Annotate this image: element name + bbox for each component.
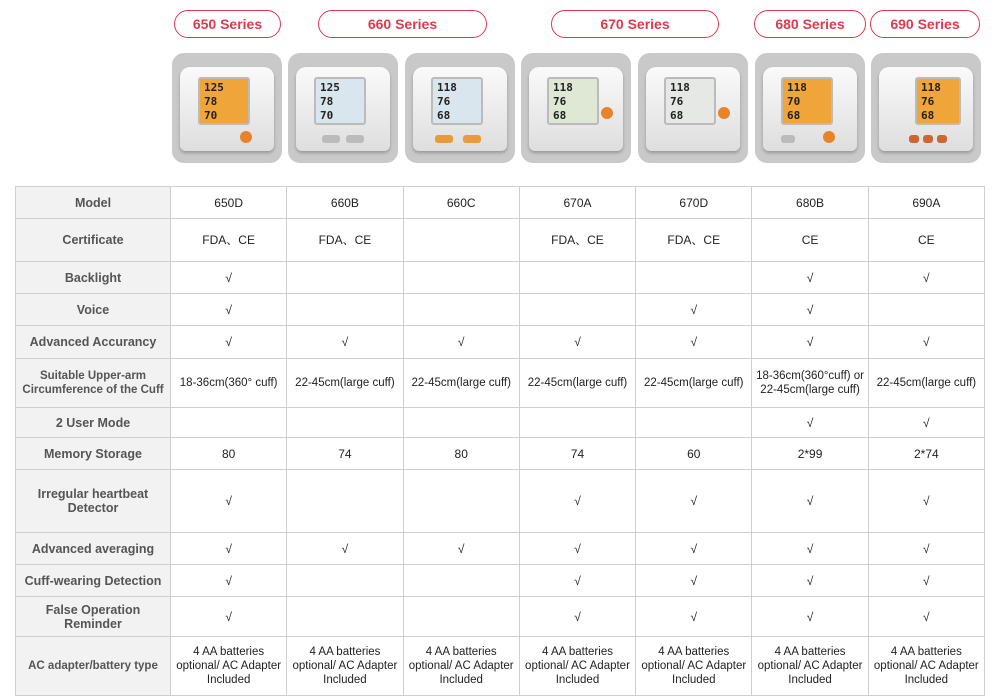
check-mark-icon: √ (403, 326, 519, 359)
blood-pressure-monitor-icon (529, 67, 623, 151)
check-mark-icon: √ (519, 565, 635, 597)
table-row-memory-storage (16, 438, 985, 470)
check-mark-icon: √ (752, 408, 868, 438)
check-mark-icon: √ (868, 470, 984, 533)
table-row-advanced-averaging (16, 533, 985, 565)
table-cell: 650D (171, 187, 287, 219)
check-mark-icon: √ (752, 326, 868, 359)
table-cell: 4 AA batteries optional/ AC Adapter Included (752, 637, 868, 696)
check-mark-icon: √ (868, 408, 984, 438)
check-mark-icon: √ (752, 294, 868, 326)
memory-button-icon (322, 135, 340, 143)
table-cell: 80 (403, 438, 519, 470)
row-label: Model (16, 187, 171, 219)
user-button-icon (781, 135, 795, 143)
table-cell (287, 294, 403, 326)
product-image-660b (288, 53, 398, 163)
pulse-reading: 68 (670, 109, 684, 122)
power-button-icon (823, 131, 835, 143)
product-image-670a (521, 53, 631, 163)
table-cell: 2*99 (752, 438, 868, 470)
power-button-icon (718, 107, 730, 119)
table-cell (519, 408, 635, 438)
lcd-screen (198, 77, 250, 125)
systolic-reading: 118 (553, 81, 573, 94)
table-cell: 4 AA batteries optional/ AC Adapter Included (636, 637, 752, 696)
series-tab-660[interactable]: 660 Series (318, 10, 487, 38)
table-cell: 22-45cm(large cuff) (287, 359, 403, 408)
table-cell (636, 262, 752, 294)
systolic-reading: 125 (320, 81, 340, 94)
pulse-reading: 70 (204, 109, 218, 122)
table-cell: 80 (171, 438, 287, 470)
check-mark-icon: √ (868, 262, 984, 294)
table-cell: 22-45cm(large cuff) (868, 359, 984, 408)
check-mark-icon: √ (636, 565, 752, 597)
systolic-reading: 125 (204, 81, 224, 94)
check-mark-icon: √ (752, 470, 868, 533)
memory-button-icon (909, 135, 919, 143)
table-row-cuff-circumference (16, 359, 985, 408)
blood-pressure-monitor-icon (646, 67, 740, 151)
diastolic-reading: 76 (437, 95, 451, 108)
table-cell: 74 (519, 438, 635, 470)
lcd-screen (314, 77, 366, 125)
check-mark-icon: √ (868, 565, 984, 597)
table-cell (287, 565, 403, 597)
pulse-reading: 70 (320, 109, 334, 122)
table-cell (403, 294, 519, 326)
row-label: Irregular heartbeat Detector (16, 470, 171, 533)
row-label: Cuff-wearing Detection (16, 565, 171, 597)
lcd-screen (781, 77, 833, 125)
table-cell: 4 AA batteries optional/ AC Adapter Included (519, 637, 635, 696)
diastolic-reading: 76 (553, 95, 567, 108)
row-label: Advanced Accurancy (16, 326, 171, 359)
table-cell: 22-45cm(large cuff) (636, 359, 752, 408)
blood-pressure-monitor-icon (296, 67, 390, 151)
check-mark-icon: √ (171, 597, 287, 637)
user-button-icon (923, 135, 933, 143)
start-button-icon (937, 135, 947, 143)
table-cell (287, 597, 403, 637)
diastolic-reading: 78 (204, 95, 218, 108)
row-label: Backlight (16, 262, 171, 294)
table-cell: 660B (287, 187, 403, 219)
table-cell (636, 408, 752, 438)
lcd-screen (664, 77, 716, 125)
table-cell (287, 408, 403, 438)
product-image-660c (405, 53, 515, 163)
table-cell (403, 565, 519, 597)
table-cell: 680B (752, 187, 868, 219)
series-tab-690[interactable]: 690 Series (870, 10, 980, 38)
check-mark-icon: √ (868, 326, 984, 359)
check-mark-icon: √ (171, 470, 287, 533)
table-cell: FDA、CE (171, 219, 287, 262)
table-cell: 18-36cm(360°cuff) or 22-45cm(large cuff) (752, 359, 868, 408)
product-image-680b (755, 53, 865, 163)
table-row-cuff-wearing-detection (16, 565, 985, 597)
table-cell: 22-45cm(large cuff) (403, 359, 519, 408)
lcd-screen (547, 77, 599, 125)
table-cell (171, 408, 287, 438)
table-cell: CE (868, 219, 984, 262)
lcd-screen (915, 77, 961, 125)
memory-button-icon (435, 135, 453, 143)
check-mark-icon: √ (171, 565, 287, 597)
table-row-advanced-accurancy (16, 326, 985, 359)
check-mark-icon: √ (636, 533, 752, 565)
check-mark-icon: √ (636, 326, 752, 359)
table-cell: 60 (636, 438, 752, 470)
table-row-voice (16, 294, 985, 326)
product-images (0, 53, 1000, 165)
check-mark-icon: √ (171, 262, 287, 294)
row-label: Voice (16, 294, 171, 326)
series-tab-680[interactable]: 680 Series (754, 10, 866, 38)
table-cell: 690A (868, 187, 984, 219)
table-cell: FDA、CE (519, 219, 635, 262)
table-row-irregular-heartbeat (16, 470, 985, 533)
check-mark-icon: √ (171, 294, 287, 326)
table-cell: 670D (636, 187, 752, 219)
table-row-false-operation-reminder (16, 597, 985, 637)
table-cell (403, 219, 519, 262)
diastolic-reading: 78 (320, 95, 334, 108)
product-image-690a (871, 53, 981, 163)
series-header (0, 10, 1000, 40)
lcd-screen (431, 77, 483, 125)
check-mark-icon: √ (636, 294, 752, 326)
table-cell (519, 262, 635, 294)
systolic-reading: 118 (787, 81, 807, 94)
blood-pressure-monitor-icon (180, 67, 274, 151)
table-row-certificate (16, 219, 985, 262)
pulse-reading: 68 (921, 109, 935, 122)
table-cell (287, 470, 403, 533)
table-row-ac-adapter (16, 637, 985, 696)
table-row-backlight (16, 262, 985, 294)
power-button-icon (601, 107, 613, 119)
check-mark-icon: √ (752, 597, 868, 637)
table-cell: 2*74 (868, 438, 984, 470)
check-mark-icon: √ (287, 533, 403, 565)
pulse-reading: 68 (437, 109, 451, 122)
table-row-2-user-mode (16, 408, 985, 438)
start-button-icon (346, 135, 364, 143)
check-mark-icon: √ (868, 533, 984, 565)
check-mark-icon: √ (403, 533, 519, 565)
table-cell: 22-45cm(large cuff) (519, 359, 635, 408)
diastolic-reading: 76 (921, 95, 935, 108)
row-label: AC adapter/battery type (16, 637, 171, 696)
series-tab-670[interactable]: 670 Series (551, 10, 719, 38)
table-cell: 18-36cm(360° cuff) (171, 359, 287, 408)
check-mark-icon: √ (171, 326, 287, 359)
diastolic-reading: 70 (787, 95, 801, 108)
table-cell (403, 408, 519, 438)
table-cell: FDA、CE (636, 219, 752, 262)
check-mark-icon: √ (287, 326, 403, 359)
check-mark-icon: √ (636, 597, 752, 637)
row-label: Advanced averaging (16, 533, 171, 565)
pulse-reading: 68 (553, 109, 567, 122)
row-label: False Operation Reminder (16, 597, 171, 637)
check-mark-icon: √ (519, 533, 635, 565)
row-label: 2 User Mode (16, 408, 171, 438)
pulse-reading: 68 (787, 109, 801, 122)
blood-pressure-monitor-icon (763, 67, 857, 151)
blood-pressure-monitor-icon (879, 67, 973, 151)
table-cell: 4 AA batteries optional/ AC Adapter Included (171, 637, 287, 696)
check-mark-icon: √ (636, 470, 752, 533)
start-button-icon (463, 135, 481, 143)
systolic-reading: 118 (921, 81, 941, 94)
table-cell: 4 AA batteries optional/ AC Adapter Included (868, 637, 984, 696)
series-tab-650[interactable]: 650 Series (174, 10, 281, 38)
table-cell (403, 597, 519, 637)
row-label: Suitable Upper-arm Circumference of the Cuff (16, 359, 171, 408)
specification-table (15, 186, 985, 696)
check-mark-icon: √ (519, 326, 635, 359)
table-cell: 4 AA batteries optional/ AC Adapter Included (287, 637, 403, 696)
table-cell (868, 294, 984, 326)
table-cell (519, 294, 635, 326)
product-image-670d (638, 53, 748, 163)
table-cell: 4 AA batteries optional/ AC Adapter Included (403, 637, 519, 696)
row-label: Memory Storage (16, 438, 171, 470)
table-cell: 670A (519, 187, 635, 219)
product-image-650d (172, 53, 282, 163)
check-mark-icon: √ (752, 533, 868, 565)
table-cell (403, 262, 519, 294)
diastolic-reading: 76 (670, 95, 684, 108)
check-mark-icon: √ (171, 533, 287, 565)
check-mark-icon: √ (752, 565, 868, 597)
table-row-model (16, 187, 985, 219)
check-mark-icon: √ (519, 470, 635, 533)
table-cell (287, 262, 403, 294)
systolic-reading: 118 (437, 81, 457, 94)
table-cell: 660C (403, 187, 519, 219)
table-cell: 74 (287, 438, 403, 470)
check-mark-icon: √ (519, 597, 635, 637)
power-button-icon (240, 131, 252, 143)
blood-pressure-monitor-icon (413, 67, 507, 151)
systolic-reading: 118 (670, 81, 690, 94)
table-cell: CE (752, 219, 868, 262)
row-label: Certificate (16, 219, 171, 262)
check-mark-icon: √ (752, 262, 868, 294)
check-mark-icon: √ (868, 597, 984, 637)
table-cell (403, 470, 519, 533)
table-cell: FDA、CE (287, 219, 403, 262)
